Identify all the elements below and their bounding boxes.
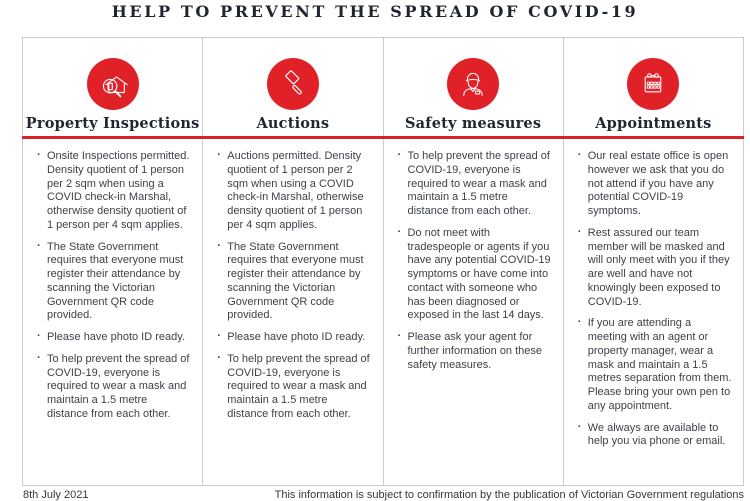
column-header: [564, 38, 743, 137]
bullet-item: · Please have photo ID ready.: [37, 331, 191, 345]
bullet-item: · Onsite Inspections permitted. Density quotient of 1 person per 2 sqm when using a COVID check-in Marshal, otherwise density quotient of 1 person per 4 sqm applies.: [37, 150, 191, 233]
bullet-item: · To help prevent the spread of COVID-19, everyone is required to wear a mask and maintain a 1.5 metre distance from each other.: [217, 353, 371, 422]
calendar-icon: [627, 58, 679, 110]
column-body: [564, 137, 743, 457]
agent-icon: [447, 58, 499, 110]
column-body: [384, 137, 563, 380]
bullet-item: · The State Government requires that everyone must register their attendance by scanning the Victorian Government QR code provided.: [37, 241, 191, 324]
bullet-item: · Rest assured our team member will be masked and will only meet with you if they are well and have not knowingly been exposed to COVID-19.: [578, 227, 732, 310]
column-title: Appointments: [595, 115, 712, 132]
bullet-list: [578, 150, 732, 449]
column-title: Auctions: [256, 115, 330, 132]
info-column: [384, 38, 564, 485]
info-column: [23, 38, 203, 485]
footer-disclaimer: This information is subject to confirmation by the publication of Victorian Government regulations: [274, 489, 744, 501]
house-magnifier-icon: [87, 58, 139, 110]
column-header: [203, 38, 382, 137]
bullet-item: · Do not meet with tradespeople or agents if you have any potential COVID-19 symptoms or have come into contact with someone who has been diagnosed or exposed in the last 14 days.: [398, 227, 552, 323]
bullet-list: [217, 150, 371, 422]
info-column: [203, 38, 383, 485]
column-header: [23, 38, 202, 137]
page-title: HELP TO PREVENT THE SPREAD OF COVID-19: [111, 2, 639, 21]
footer-date: 8th July 2021: [23, 489, 89, 501]
bullet-item: · We always are available to help you via phone or email.: [578, 422, 732, 450]
bullet-item: · Auctions permitted. Density quotient of 1 person per 2 sqm when using a COVID check-in Marshal, otherwise density quotient of 1 person per 4 sqm applies.: [217, 150, 371, 233]
bullet-list: [398, 150, 552, 372]
info-column: [564, 38, 743, 485]
column-header: [384, 38, 563, 137]
info-table: [22, 37, 744, 486]
gavel-icon: [267, 58, 319, 110]
bullet-item: · Our real estate office is open however we ask that you do not attend if you have any potential COVID-19 symptoms.: [578, 150, 732, 219]
column-body: [203, 137, 382, 430]
bullet-item: · To help prevent the spread of COVID-19, everyone is required to wear a mask and maintain a 1.5 metre distance from each other.: [37, 353, 191, 422]
bullet-list: [37, 150, 191, 422]
bullet-item: · Please have photo ID ready.: [217, 331, 371, 345]
column-title: Safety measures: [405, 115, 542, 132]
column-title: Property Inspections: [25, 115, 200, 132]
bullet-item: · The State Government requires that everyone must register their attendance by scanning the Victorian Government QR code provided.: [217, 241, 371, 324]
bullet-item: · To help prevent the spread of COVID-19, everyone is required to wear a mask and maintain a 1.5 metre distance from each other.: [398, 150, 552, 219]
bullet-item: · Please ask your agent for further information on these safety measures.: [398, 331, 552, 372]
bullet-item: · If you are attending a meeting with an agent or property manager, wear a mask and maintain a 1.5 metres separation from them. Please bring your own pen to any appointment.: [578, 317, 732, 413]
red-divider-rule: [22, 136, 744, 139]
column-body: [23, 137, 202, 430]
